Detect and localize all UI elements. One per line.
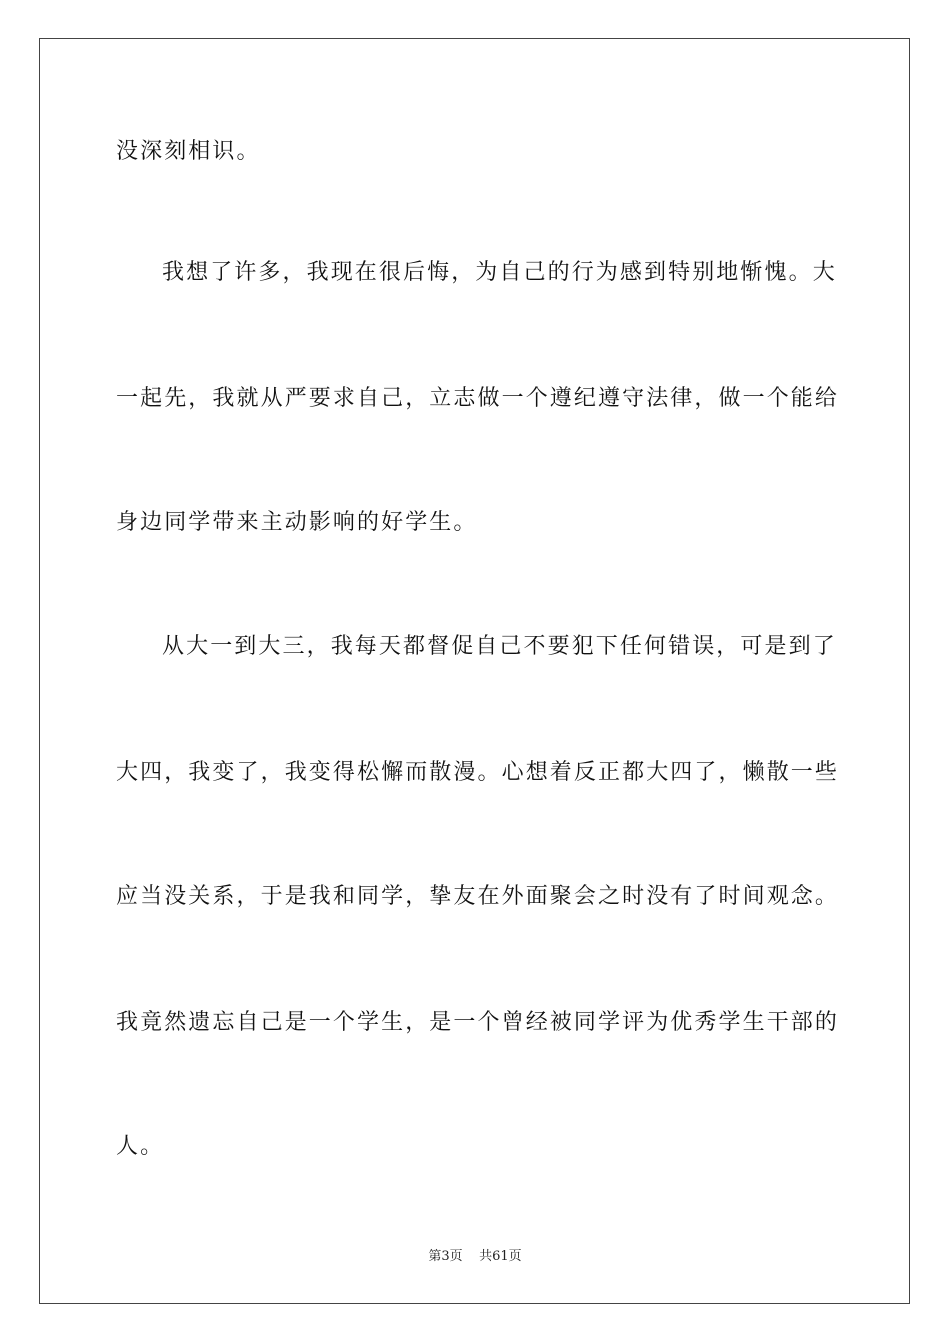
text-line-2: 我想了许多，我现在很后悔，为自己的行为感到特别地惭愧。大 xyxy=(162,260,837,285)
page-number: 第3页 xyxy=(428,1249,463,1264)
text-line-8: 我竟然遗忘自己是一个学生，是一个曾经被同学评为优秀学生干部的 xyxy=(116,1010,840,1035)
page-border xyxy=(39,38,910,1304)
text-line-4: 身边同学带来主动影响的好学生。 xyxy=(116,510,478,535)
text-line-6: 大四，我变了，我变得松懈而散漫。心想着反正都大四了，懒散一些 xyxy=(116,760,840,785)
page-total: 共61页 xyxy=(479,1249,522,1264)
text-line-3: 一起先，我就从严要求自己，立志做一个遵纪遵守法律，做一个能给 xyxy=(116,386,840,411)
text-line-7: 应当没关系，于是我和同学，挚友在外面聚会之时没有了时间观念。 xyxy=(116,884,840,909)
text-line-5: 从大一到大三，我每天都督促自己不要犯下任何错误，可是到了 xyxy=(162,634,837,659)
page-footer xyxy=(0,1245,950,1264)
text-line-1: 没深刻相识。 xyxy=(116,139,261,164)
text-line-9: 人。 xyxy=(116,1134,165,1159)
